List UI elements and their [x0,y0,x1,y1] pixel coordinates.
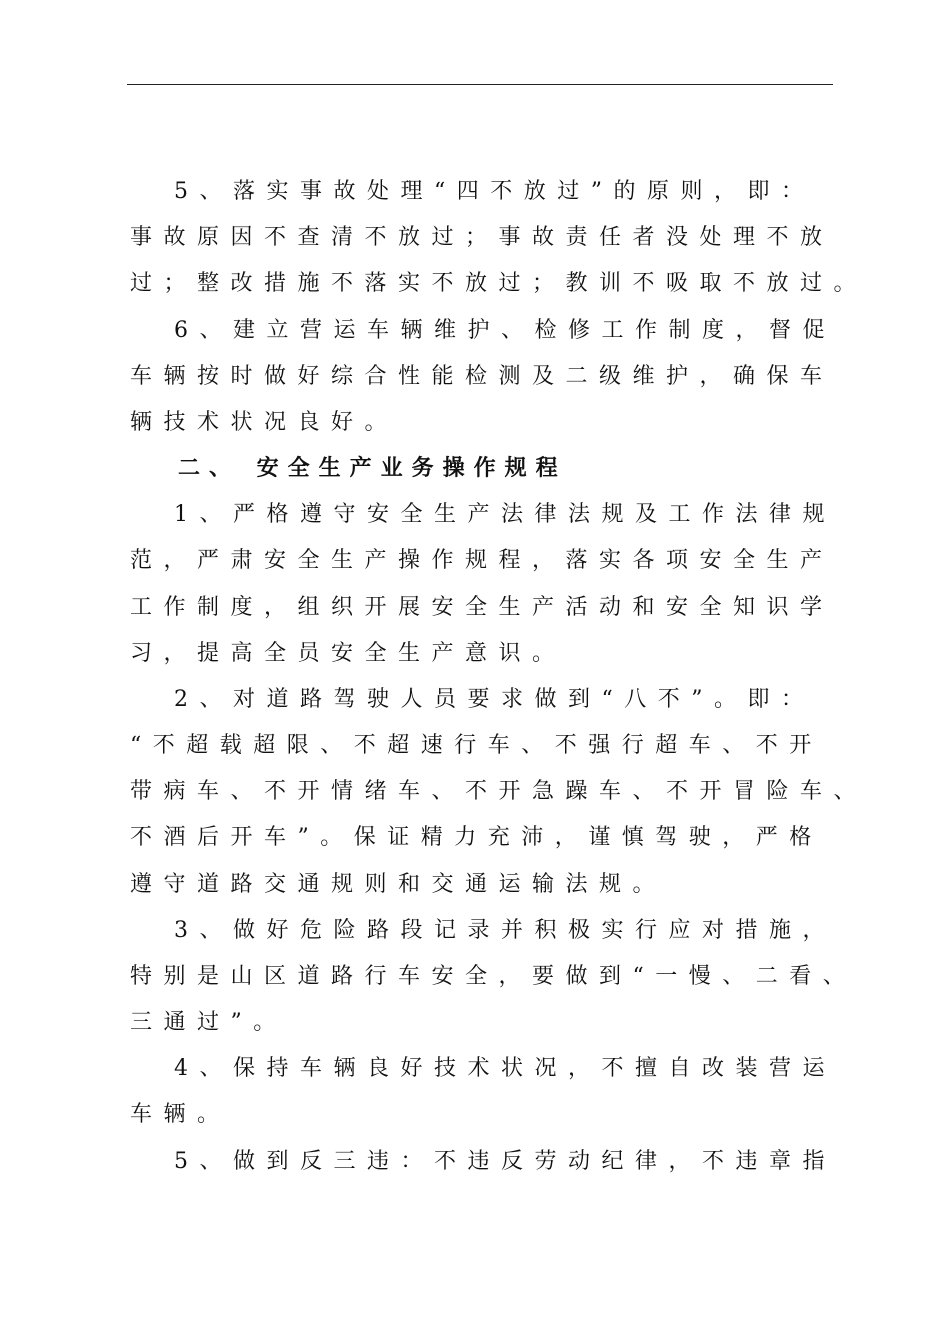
text-line: 范，严肃安全生产操作规程，落实各项安全生产 [130,548,834,573]
text-line: 事故原因不查清不放过；事故责任者没处理不放 [130,225,834,250]
text-line: 3、做好危险路段记录并积极实行应对措施， [174,918,836,943]
text-line: 5、做到反三违：不违反劳动纪律，不违章指 [174,1149,836,1174]
text-line: “不超载超限、不超速行车、不强行超车、不开 [130,733,823,758]
text-line: 特别是山区道路行车安全，要做到“一慢、二看、 [130,964,857,989]
text-line: 不酒后开车”。保证精力充沛，谨慎驾驶，严格 [130,825,823,850]
text-line: 工作制度，组织开展安全生产活动和安全知识学 [130,595,834,620]
text-line: 辆技术状况良好。 [130,410,399,435]
text-line: 三通过”。 [130,1010,287,1035]
text-line: 4、保持车辆良好技术状况，不擅自改装营运 [174,1056,836,1081]
text-line: 过；整改措施不落实不放过；教训不吸取不放过。 [130,271,868,296]
text-line: 6、建立营运车辆维护、检修工作制度，督促 [174,318,836,343]
section-heading: 二、 安全生产业务操作规程 [178,456,567,481]
text-line: 带病车、不开情绪车、不开急躁车、不开冒险车、 [130,779,868,804]
text-line: 遵守道路交通规则和交通运输法规。 [130,872,667,897]
text-line: 车辆按时做好综合性能检测及二级维护，确保车 [130,364,834,389]
text-line: 1、严格遵守安全生产法律法规及工作法律规 [174,502,836,527]
text-line: 2、对道路驾驶人员要求做到“八不”。即： [174,687,815,712]
text-line: 车辆。 [130,1102,231,1127]
header-rule [127,84,833,85]
text-line: 习，提高全员安全生产意识。 [130,641,566,666]
text-line: 5、落实事故处理“四不放过”的原则，即： [174,179,815,204]
